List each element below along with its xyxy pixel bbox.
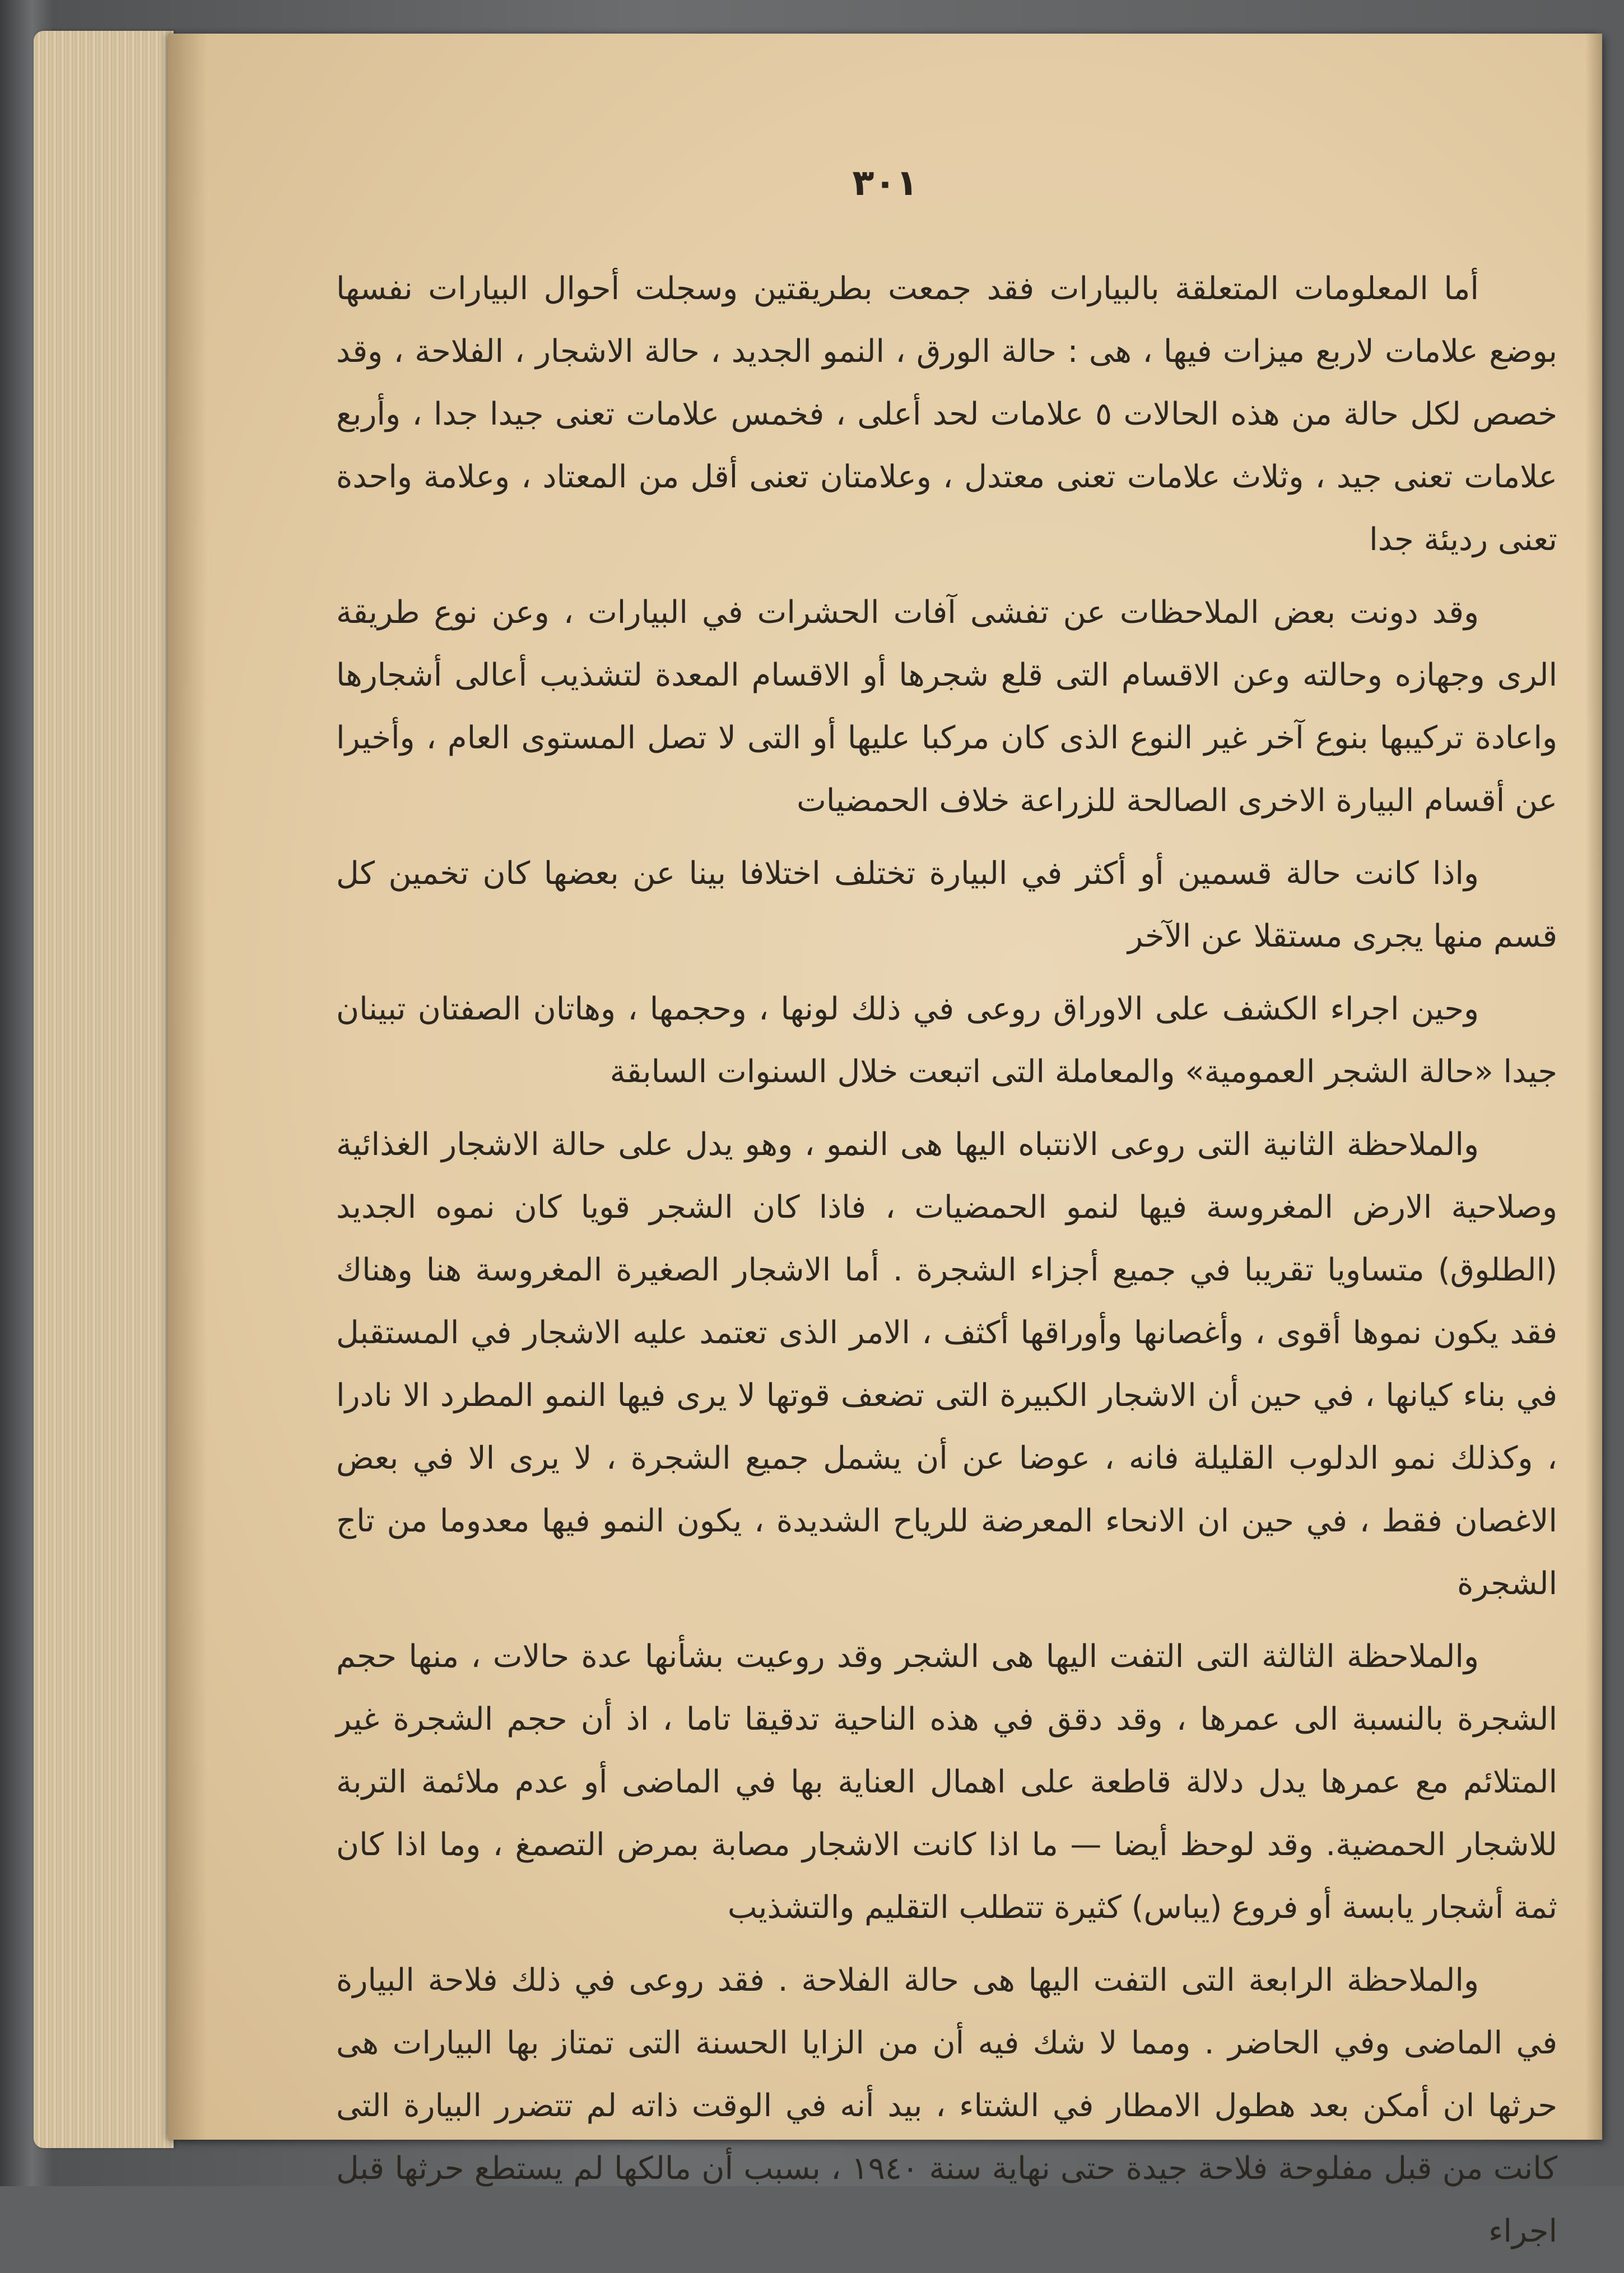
paragraph-5: والملاحظة الثانية التى روعى الانتباه اليها هى النمو ، وهو يدل على حالة الاشجار الغذائية وصلاحية الارض المغروسة فيها لنمو الحمضيات ، فاذا كان الشجر قويا كان نموه الجديد (الطلوق) متساويا تقريبا في جميع أجزاء الشجرة . أما الاشجار الصغيرة المغروسة هنا وهناك فقد يكون نموها أقوى ، وأغصانها وأوراقها أكثف ، الامر الذى تعتمد عليه الاشجار في المستقبل في بناء كيانها ، في حين أن الاشجار الكبيرة التى تضعف قوتها لا يرى فيها النمو المطرد الا نادرا ، وكذلك نمو الدلوب القليلة فانه ، عوضا عن أن يشمل جميع الشجرة ، لا يرى الا في بعض الاغصان فقط ، في حين ان الانحاء المعرضة للرياح الشديدة ، يكون النمو فيها معدوما من تاج الشجرة <box>336 1126 1557 1602</box>
paragraph-1: أما المعلومات المتعلقة بالبيارات فقد جمعت بطريقتين وسجلت أحوال البيارات نفسها بوضع علامات لاربع ميزات فيها ، هى : حالة الورق ، النمو الجديد ، حالة الاشجار ، الفلاحة ، وقد خصص لكل حالة من هذه الحالات ٥ علامات لحد أعلى ، فخمس علامات تعنى جيدا جدا ، وأربع علامات تعنى جيد ، وثلاث علامات تعنى معتدل ، وعلامتان تعنى أقل من المعتاد ، وعلامة واحدة تعنى رديئة جدا <box>336 271 1557 558</box>
book-page <box>168 34 1602 2249</box>
paragraph-4: وحين اجراء الكشف على الاوراق روعى في ذلك لونها ، وحجمها ، وهاتان الصفتان تبينان جيدا «حالة الشجر العمومية» والمعاملة التى اتبعت خلال السنوات السابقة <box>336 991 1557 1090</box>
paragraph-3: واذا كانت حالة قسمين أو أكثر في البيارة تختلف اختلافا بينا عن بعضها كان تخمين كل قسم منها يجرى مستقلا عن الآخر <box>336 855 1557 954</box>
page-edge-shadow <box>1585 34 1602 2140</box>
body-text <box>336 258 1557 2273</box>
paragraph-7: والملاحظة الرابعة التى التفت اليها هى حالة الفلاحة . فقد روعى في ذلك فلاحة البيارة في الماضى وفي الحاضر . ومما لا شك فيه أن من الزايا الحسنة التى تمتاز بها البيارات هى حرثها ان أمكن بعد هطول الامطار في الشتاء ، بيد أنه في الوقت ذاته لم تتضرر البيارة التى كانت من قبل مفلوحة فلاحة جيدة حتى نهاية سنة ١٩٤٠ ، بسبب أن مالكها لم يستطع حرثها قبل اجراء <box>336 1962 1557 2249</box>
paragraph-2: وقد دونت بعض الملاحظات عن تفشى آفات الحشرات في البيارات ، وعن نوع طريقة الرى وجهازه وحالته وعن الاقسام التى قلع شجرها أو الاقسام المعدة لتشذيب أعالى أشجارها واعادة تركيبها بنوع آخر غير النوع الذى كان مركبا عليها أو التى لا تصل المستوى العام ، وأخيرا عن أقسام البيارة الاخرى الصالحة للزراعة خلاف الحمضيات <box>336 594 1557 819</box>
page-edges <box>34 31 174 2148</box>
page-number: ٣٠١ <box>852 162 918 204</box>
gutter-shadow <box>168 34 207 2140</box>
paragraph-6: والملاحظة الثالثة التى التفت اليها هى الشجر وقد روعيت بشأنها عدة حالات ، منها حجم الشجرة بالنسبة الى عمرها ، وقد دقق في هذه الناحية تدقيقا تاما ، اذ أن حجم الشجرة غير المتلائم مع عمرها يدل دلالة قاطعة على اهمال العناية بها في الماضى أو عدم ملائمة التربة للاشجار الحمضية. وقد لوحظ أيضا — ما اذا كانت الاشجار مصابة بمرض التصمغ ، وما اذا كان ثمة أشجار يابسة أو فروع (يباس) كثيرة تتطلب التقليم والتشذيب <box>336 1638 1557 1926</box>
